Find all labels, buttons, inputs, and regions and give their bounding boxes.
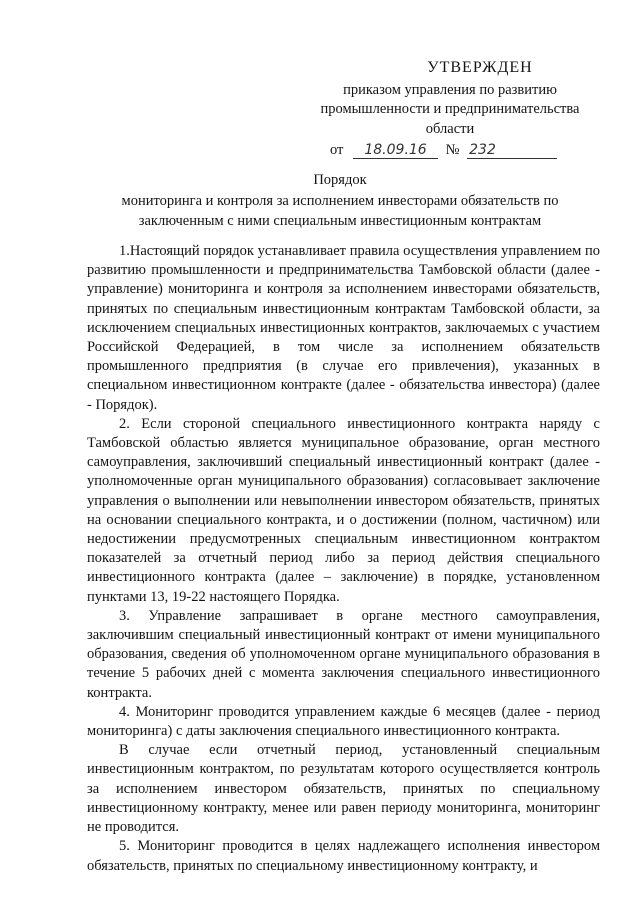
document-subtitle: мониторинга и контроля за исполнением инвесторами обязательств по заключенным с ними специальным инвестиционным контрактам	[121, 193, 559, 229]
approval-line-3: области	[425, 120, 475, 137]
document-title: Порядок	[313, 172, 367, 188]
paragraph-3: 3. Управление запрашивает в органе местного самоуправления, заключившим специальный инвестиционный контракт от имени муниципального образования, сведения об уполномоченном органе муниципального образования в течение 5 рабочих дней с момента заключения специального инвестиционного контракта.	[87, 607, 600, 701]
approval-date-row	[300, 141, 600, 161]
paragraph-2: 2. Если стороной специального инвестиционного контракта наряду с Тамбовской областью является муниципальное образование, орган местного самоуправления, заключивший специальный инвестиционный контракт (далее - уполномоченные орган муниципального образования) согласовывает заключение управления о выполнении или невыполнении инвестором обязательств, принятых на основании специального контракта, и о достижении (полном, частичном) или недостижении предусмотренных специальным инвестиционном контрактом показателей за отчетный период либо за период действия специального инвестиционного контракта (далее – заключение) в порядке, установленном пунктами 13, 19-22 настоящего Порядка.	[87, 415, 600, 605]
paragraph-4: 4. Мониторинг проводится управлением каждые 6 месяцев (далее - период мониторинга) с даты заключения специального инвестиционного контракта.	[87, 703, 600, 740]
approval-line-2: промышленности и предпринимательства	[320, 101, 580, 117]
document-body	[87, 242, 600, 876]
document-heading	[80, 170, 600, 231]
paragraph-1: 1.Настоящий порядок устанавливает правила осуществления управлением по развитию промышленности и предпринимательства Тамбовской области (далее - управление) мониторинга и контроля за исполнением инвесторами обязательств, принятых по специальным инвестиционным контрактам Тамбовской области, за исключением специальных инвестиционных контрактов, заключаемых с участием Российской Федерацией, в том числе за исполнением обязательств промышленного предприятия (в случае его привлечения), указанных в специальном инвестиционном контракте (далее - обязательства инвестора) (далее - Порядок).	[87, 243, 600, 413]
order-date: 18.09.16	[353, 143, 438, 159]
order-number: 232	[467, 143, 557, 159]
approval-line-1: приказом управления по развитию	[343, 81, 557, 98]
date-prefix: от	[330, 142, 344, 158]
paragraph-4-continued: В случае если отчетный период, установленный специальным инвестиционным контрактом, по результатам которого осуществляется контроль за исполнением инвестором обязательств, принятых по специальному инвестиционному контракту, менее или равен периоду мониторинга, мониторинг не проводится.	[87, 742, 600, 836]
approval-block	[300, 58, 600, 161]
approval-title: УТВЕРЖДЕН	[427, 59, 533, 76]
number-prefix: №	[445, 142, 460, 158]
paragraph-5: 5. Мониторинг проводится в целях надлежащего исполнения инвестором обязательств, принятых по специальному инвестиционному контракту, и	[87, 838, 600, 874]
